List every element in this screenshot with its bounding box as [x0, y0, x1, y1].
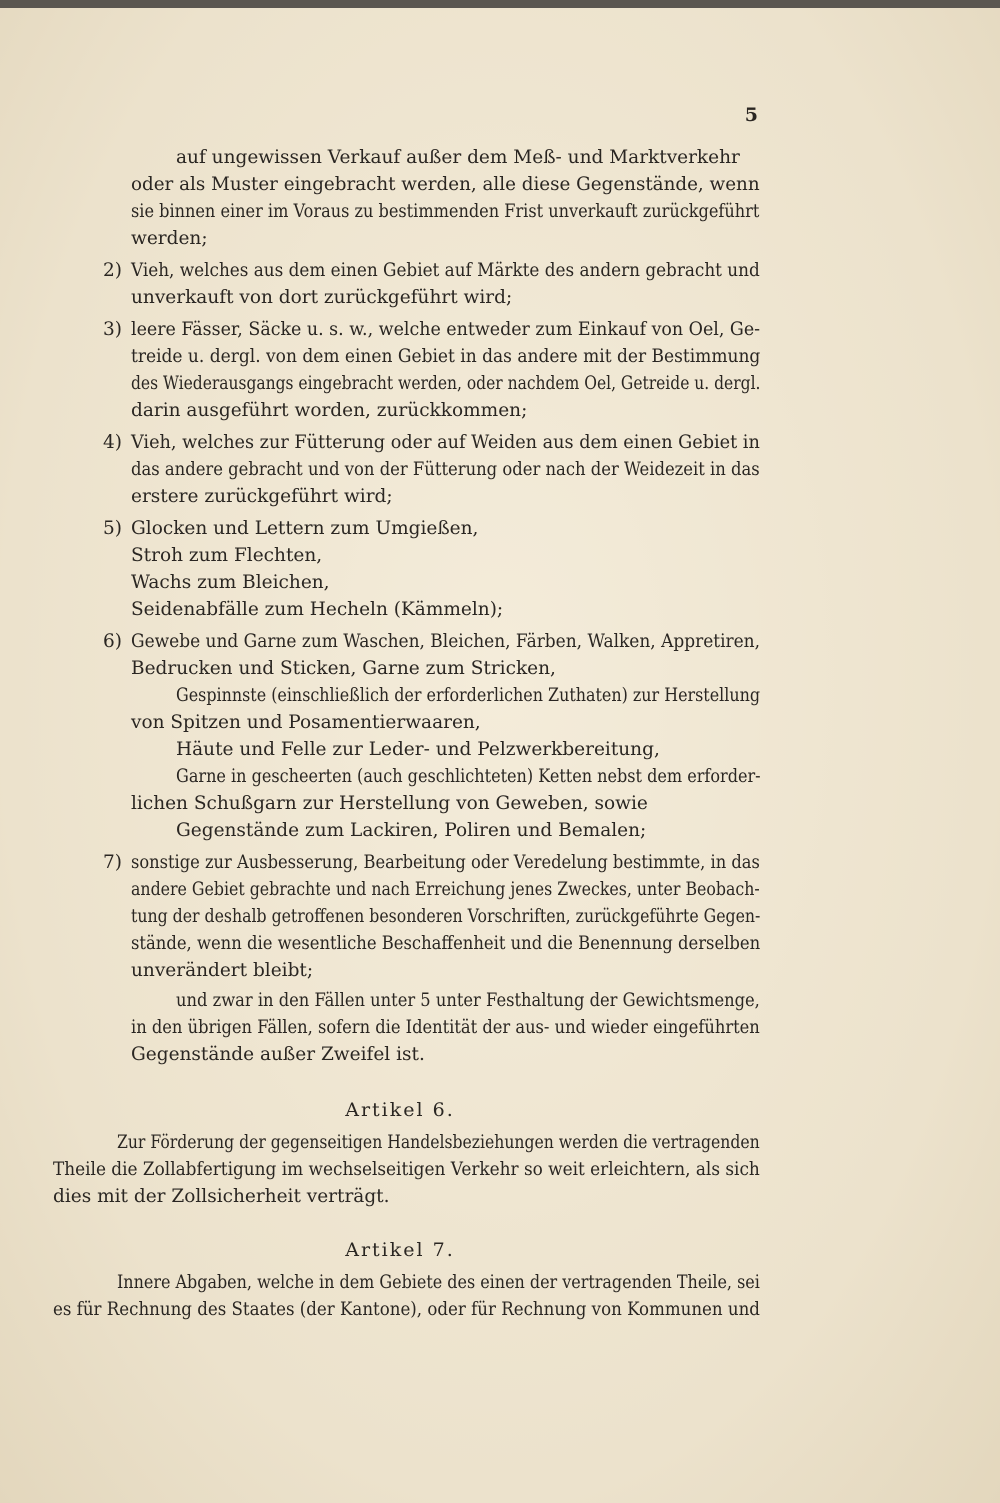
page-number: 5	[744, 104, 758, 126]
text-line: Theile die Zollabfertigung im wechselseitigen Verkehr so weit erleichtern, als sich	[53, 1159, 760, 1180]
text-line: Vieh, welches zur Fütterung oder auf Weiden aus dem einen Gebiet in	[131, 432, 760, 453]
text-line: Gegenstände zum Lackiren, Poliren und Bemalen;	[176, 820, 647, 841]
item-number: 7)	[103, 852, 122, 873]
text-line: das andere gebracht und von der Fütterung oder nach der Weidezeit in das	[131, 459, 760, 480]
text-line: sonstige zur Ausbesserung, Bearbeitung oder Veredelung bestimmte, in das	[131, 852, 760, 873]
text-line: darin ausgeführt worden, zurückkommen;	[131, 400, 528, 421]
text-line: Häute und Felle zur Leder- und Pelzwerkbereitung,	[176, 739, 660, 760]
item-number: 6)	[103, 631, 122, 652]
text-line: Garne in gescheerten (auch geschlichteten) Ketten nebst dem erforder-	[176, 766, 761, 787]
item-number: 5)	[103, 518, 122, 539]
text-line: stände, wenn die wesentliche Beschaffenheit und die Benennung derselben	[131, 933, 761, 954]
text-line: tung der deshalb getroffenen besonderen Vorschriften, zurückgeführte Gegen-	[131, 906, 761, 927]
article-heading: Artikel 7.	[345, 1239, 455, 1261]
text-line: dies mit der Zollsicherheit verträgt.	[53, 1186, 390, 1207]
text-line: treide u. dergl. von dem einen Gebiet in das andere mit der Bestimmung	[131, 346, 761, 367]
text-line: unverkauft von dort zurückgeführt wird;	[131, 287, 513, 308]
text-line: Vieh, welches aus dem einen Gebiet auf Märkte des andern gebracht und	[131, 260, 760, 281]
text-line: Stroh zum Flechten,	[131, 545, 323, 566]
text-line: von Spitzen und Posamentierwaaren,	[131, 712, 481, 733]
text-line: Glocken und Lettern zum Umgießen,	[131, 518, 479, 539]
article-heading: Artikel 6.	[345, 1099, 455, 1121]
text-line: oder als Muster eingebracht werden, alle diese Gegenstände, wenn	[131, 174, 760, 195]
text-line: leere Fässer, Säcke u. s. w., welche entweder zum Einkauf von Oel, Ge-	[131, 319, 761, 340]
text-line: Gewebe und Garne zum Waschen, Bleichen, Färben, Walken, Appretiren,	[131, 631, 761, 652]
text-line: und zwar in den Fällen unter 5 unter Festhaltung der Gewichtsmenge,	[176, 990, 760, 1011]
text-line: auf ungewissen Verkauf außer dem Meß- und Marktverkehr	[176, 147, 740, 168]
text-line: lichen Schußgarn zur Herstellung von Geweben, sowie	[131, 793, 648, 814]
text-line: Seidenabfälle zum Hecheln (Kämmeln);	[131, 599, 504, 620]
text-line: Innere Abgaben, welche in dem Gebiete des einen der vertragenden Theile, sei	[117, 1272, 760, 1293]
text-line: unverändert bleibt;	[131, 960, 314, 981]
text-line: des Wiederausgangs eingebracht werden, oder nachdem Oel, Getreide u. dergl.	[131, 373, 761, 394]
text-line: erstere zurückgeführt wird;	[131, 486, 393, 507]
text-line: werden;	[131, 228, 208, 249]
text-line: in den übrigen Fällen, sofern die Identität der aus- und wieder eingeführten	[131, 1017, 760, 1038]
item-number: 2)	[103, 260, 122, 281]
scan-edge-bar	[0, 0, 1000, 8]
item-number: 3)	[103, 319, 122, 340]
item-number: 4)	[103, 432, 122, 453]
text-line: andere Gebiet gebrachte und nach Erreichung jenes Zweckes, unter Beobach-	[131, 879, 760, 900]
text-line: Gespinnste (einschließlich der erforderlichen Zuthaten) zur Herstellung	[176, 685, 761, 706]
text-line: Wachs zum Bleichen,	[131, 572, 330, 593]
text-line: Zur Förderung der gegenseitigen Handelsbeziehungen werden die vertragenden	[117, 1132, 760, 1153]
text-line: es für Rechnung des Staates (der Kantone), oder für Rechnung von Kommunen und	[53, 1299, 760, 1320]
text-line: Gegenstände außer Zweifel ist.	[131, 1044, 425, 1065]
text-line: sie binnen einer im Voraus zu bestimmenden Frist unverkauft zurückgeführt	[131, 201, 760, 222]
text-line: Bedrucken und Sticken, Garne zum Stricken,	[131, 658, 556, 679]
